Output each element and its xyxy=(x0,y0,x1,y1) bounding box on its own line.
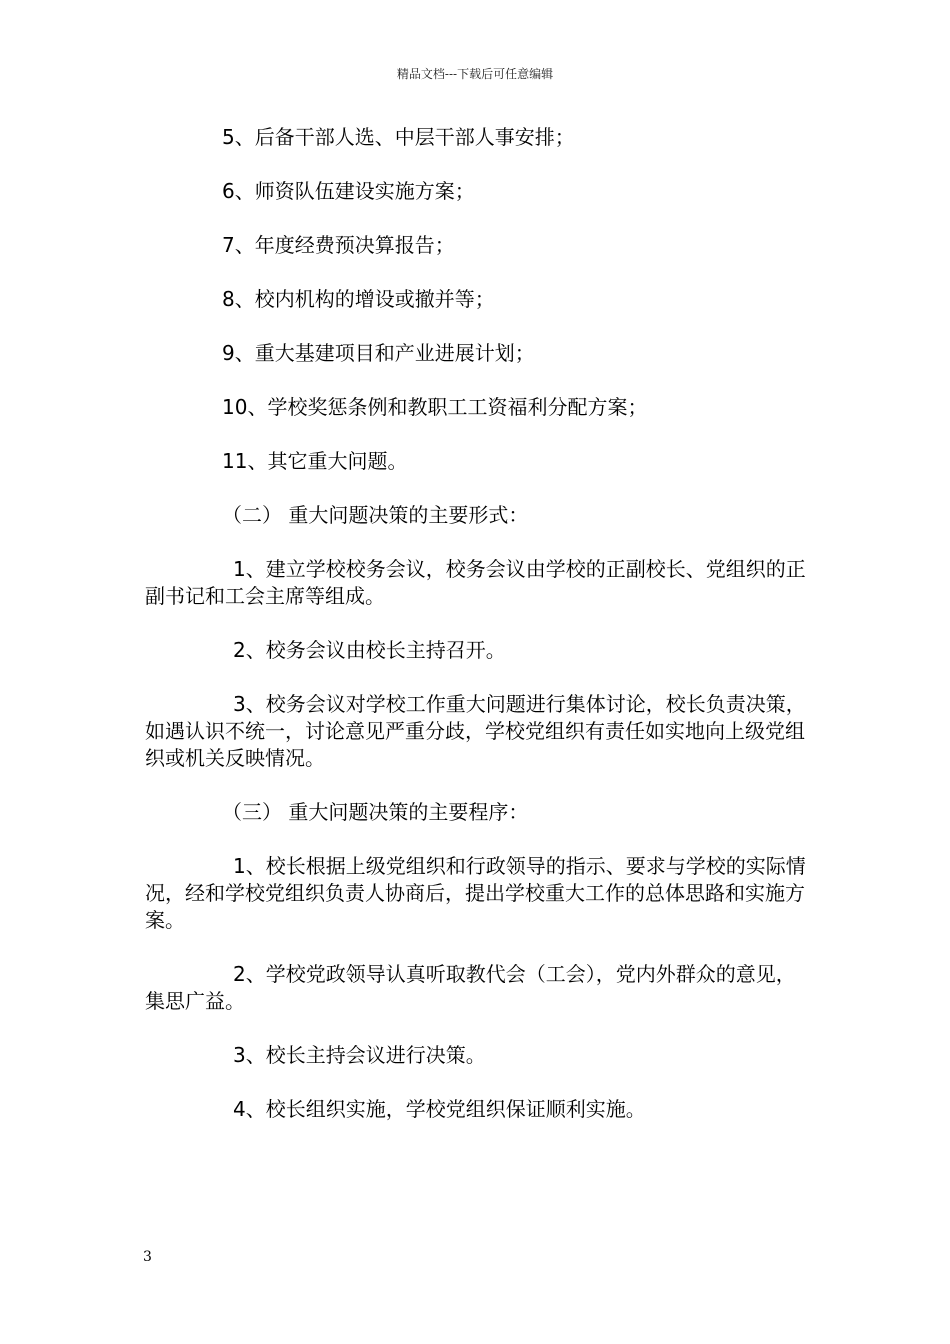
list-item: 8、校内机构的增设或撤并等； xyxy=(222,287,495,311)
section-3-paragraph: 1、校长根据上级党组织和行政领导的指示、要求与学校的实际情况，经和学校党组织负责人协商后，提出学校重大工作的总体思路和实施方案。 xyxy=(145,854,806,932)
section-2-paragraph: 2、校务会议由校长主持召开。 xyxy=(233,638,506,662)
section-2-paragraph: 1、建立学校校务会议，校务会议由学校的正副校长、党组织的正副书记和工会主席等组成。 xyxy=(145,557,806,608)
list-item: 10、学校奖惩条例和教职工工资福利分配方案； xyxy=(222,395,648,419)
section-heading-2: （二） 重大问题决策的主要形式： xyxy=(222,503,529,527)
list-item: 9、重大基建项目和产业进展计划； xyxy=(222,341,535,365)
document-body xyxy=(145,124,810,1150)
section-3-paragraph: 4、校长组织实施，学校党组织保证顺利实施。 xyxy=(233,1097,646,1121)
list-item: 5、后备干部人选、中层干部人事安排； xyxy=(222,125,575,149)
list-item: 7、年度经费预决算报告； xyxy=(222,233,455,257)
section-3-paragraph: 2、学校党政领导认真听取教代会（工会），党内外群众的意见，集思广益。 xyxy=(145,962,796,1013)
section-heading-3: （三） 重大问题决策的主要程序： xyxy=(222,800,529,824)
section-3-paragraph: 3、校长主持会议进行决策。 xyxy=(233,1043,486,1067)
section-2-paragraph: 3、校务会议对学校工作重大问题进行集体讨论，校长负责决策，如遇认识不统一，讨论意见严重分歧，学校党组织有责任如实地向上级党组织或机关反映情况。 xyxy=(145,692,806,770)
page-number: 3 xyxy=(143,1249,152,1265)
page-header: 精品文档---下载后可任意编辑 xyxy=(396,67,554,81)
list-item: 11、其它重大问题。 xyxy=(222,449,408,473)
list-item: 6、师资队伍建设实施方案； xyxy=(222,179,475,203)
